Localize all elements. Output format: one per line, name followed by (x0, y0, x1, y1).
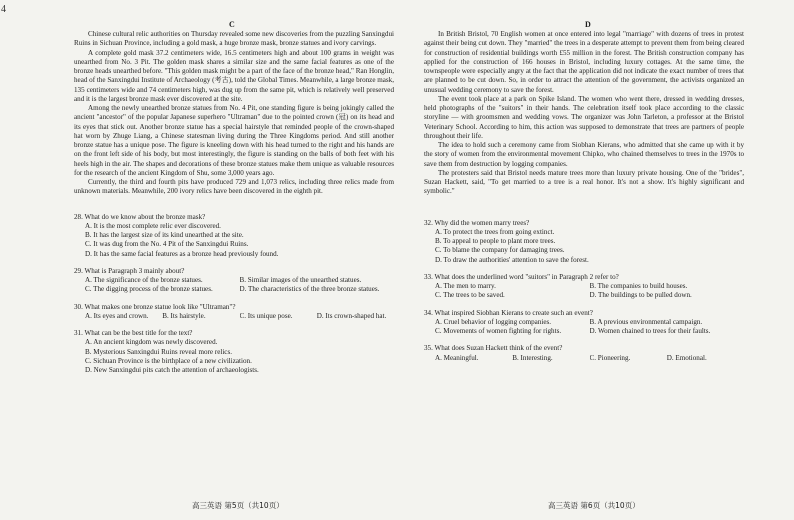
option-a[interactable]: A. It is the most complete relic ever discovered. (85, 221, 221, 230)
passage-paragraph: Among the newly unearthed bronze statues from No. 4 Pit, one standing figure is being jokingly called the ancient "ancestor" of the popular Japanese superhero "Ultraman" due to the pointed crown (冠) on its head and its eyes that stick out. Another bronze statue has a special hairstyle that reminded people of the crown-shaped hat worn by Zhuge Liang, a Chinese statesman living during the Three Kingdoms period. And still another bronze statue has a unique pose. The figure is kneeling down with his head turned to the right and his hands are on the front left side of his body, but most interestingly, the figure is standing on the balls of both feet with his heels high in the air. The shapes and decorations of these bronze statues make them unique as valuable resources for the research of the ancient Kingdom of Shu, some 3,000 years ago. (74, 104, 394, 177)
option-c[interactable]: C. Sichuan Province is the birthplace of a new civilization. (85, 356, 252, 365)
question-28 (74, 213, 394, 259)
passage-paragraph: A complete gold mask 37.2 centimeters wide, 16.5 centimeters high and about 100 grams in weight was unearthed from No. 3 Pit. The golden mask shares a similar size and the same facial features as one of the bronze heads unearthed before. "This golden mask might be a part of the face of the bronze head," Ran Honglin, head of the Sanxingdui Institute of Archaeology (考古), told the Global Times. Meanwhile, a large bronze mask, 135 centimeters wide and 74 centimeters high, was dug up from the same pit, which is relatively well preserved and it is the largest bronze mask ever discovered at the site. (74, 48, 394, 103)
section-c-heading: C (229, 20, 235, 29)
option-c[interactable]: C. Pioneering. (589, 353, 631, 362)
option-b[interactable]: B. Its hairstyle. (162, 311, 206, 320)
option-a[interactable]: A. To protect the trees from going extinct. (435, 227, 555, 236)
option-b[interactable]: B. The companies to build houses. (589, 282, 688, 290)
passage-paragraph: Chinese cultural relic authorities on Thursday revealed some new discoveries from the puzzling Sanxingdui Ruins in Sichuan Province, including a gold mask, a huge bronze mask, bronze statues and ivory carvings. (74, 30, 394, 48)
option-b[interactable]: B. A previous environmental campaign. (589, 317, 703, 326)
option-d[interactable]: D. Women chained to trees for their faults. (589, 327, 711, 335)
option-c[interactable]: C. To blame the company for damaging trees. (435, 246, 565, 255)
questions-d (424, 219, 744, 363)
option-c[interactable]: C. The trees to be saved. (435, 291, 505, 300)
option-d[interactable]: D. Its crown-shaped hat. (316, 311, 387, 320)
left-column (74, 30, 394, 375)
option-c[interactable]: C. Its unique pose. (239, 311, 293, 320)
question-stem: 32. Why did the women marry trees? (424, 218, 530, 227)
option-c[interactable]: C. Movements of women fighting for rights. (435, 327, 562, 335)
question-stem: 35. What does Suzan Hackett think of the event? (424, 344, 563, 353)
passage-paragraph: In British Bristol, 70 English women at once entered into legal "marriage" with dozens of trees in protest against their being cut down. They "married" the trees in a desperate attempt to prevent them from being cleared for construction of residential buildings worth £55 million in the forest. The British construction company has applied for the construction of 166 houses in Bristol, including luxury cottages. At the same time, the townspeople were especially angry at the fact that the application did not indicate the exact number of trees that are planned to be cut down. So, in order to attract the attention of the government, the activists organized an unusual wedding ceremony to save the forest. (424, 30, 744, 94)
option-d[interactable]: D. Emotional. (666, 353, 707, 362)
option-a[interactable]: A. Cruel behavior of logging companies. (435, 317, 552, 326)
option-a[interactable]: A. The men to marry. (435, 282, 496, 290)
question-32 (424, 219, 744, 265)
option-b[interactable]: B. Similar images of the unearthed statues. (239, 276, 362, 284)
question-stem: 28. What do we know about the bronze mask? (74, 212, 206, 221)
question-stem: 33. What does the underlined word "suitors" in Paragraph 2 refer to? (424, 272, 619, 281)
passage-paragraph: Currently, the third and fourth pits have produced 729 and 1,073 relics, including three relics made from unknown materials. Meanwhile, 200 ivory relics have been discovered in the eighth pit. (74, 178, 394, 196)
option-a[interactable]: A. Meaningful. (435, 353, 479, 362)
option-d[interactable]: D. The characteristics of the three bronze statues. (239, 285, 380, 294)
question-stem: 30. What makes one bronze statue look like "Ultraman"? (74, 302, 236, 311)
section-d-heading: D (585, 20, 591, 29)
question-stem: 31. What can be the best title for the text? (74, 329, 193, 337)
question-33 (424, 273, 744, 301)
passage-paragraph: The event took place at a park on Spike Island. The women who went there, dressed in wedding dresses, held photographs of the "suitors" in their hands. The celebration itself took place according to the classic storyline — with groomsmen and wedding vows. The organizer was John Tarleton, a professor at the Bristol Veterinary School. According to him, this action was supposed to demonstrate that trees are partners of people throughout their life. (424, 94, 744, 140)
right-column (424, 30, 744, 363)
option-d[interactable]: D. It has the same facial features as a bronze head previously found. (85, 249, 279, 258)
question-stem: 29. What is Paragraph 3 mainly about? (74, 266, 185, 275)
question-stem: 34. What inspired Siobhan Kierans to create such an event? (424, 308, 593, 317)
option-c[interactable]: C. The digging process of the bronze statues. (85, 285, 213, 294)
question-29 (74, 267, 394, 295)
passage-paragraph: The idea to hold such a ceremony came from Siobhan Kierans, who admitted that she came up with it by the story of women from the environmental movement Chipko, who chained themselves to trees in the 1970s to save them from destruction by logging companies. (424, 141, 744, 168)
question-34 (424, 309, 744, 337)
page-footer-6: 高三英语 第6页（共10页） (548, 501, 640, 510)
option-c[interactable]: C. It was dug from the No. 4 Pit of the Sanxingdui Ruins. (85, 240, 249, 249)
option-a[interactable]: A. Its eyes and crown. (85, 311, 149, 320)
page-footer-5: 高三英语 第5页（共10页） (192, 501, 284, 510)
passage-d (424, 30, 744, 197)
passage-paragraph: The protesters said that Bristol needs mature trees more than luxury private housing. One of the "brides", Suzan Hackett, said, "To get married to a tree is a real honor. It's not a show. It's highly significant and symbolic." (424, 168, 744, 196)
question-31 (74, 329, 394, 375)
option-b[interactable]: B. Interesting. (512, 353, 553, 362)
question-35 (424, 344, 744, 363)
questions-c (74, 213, 394, 376)
edge-page-mark: 4 (1, 4, 6, 15)
question-30 (74, 303, 394, 322)
option-b[interactable]: B. To appeal to people to plant more trees. (435, 237, 556, 245)
passage-c (74, 30, 394, 197)
option-d[interactable]: D. To draw the authorities' attention to save the forest. (435, 255, 589, 264)
option-a[interactable]: A. The significance of the bronze statues. (85, 276, 203, 284)
option-a[interactable]: A. An ancient kingdom was newly discovered. (85, 338, 218, 347)
option-d[interactable]: D. New Sanxingdui pits catch the attention of archaeologists. (85, 366, 259, 374)
option-d[interactable]: D. The buildings to be pulled down. (589, 291, 692, 300)
option-b[interactable]: B. It has the largest size of its kind unearthed at the site. (85, 231, 244, 239)
option-b[interactable]: B. Mysterious Sanxingdui Ruins reveal more relics. (85, 347, 232, 356)
